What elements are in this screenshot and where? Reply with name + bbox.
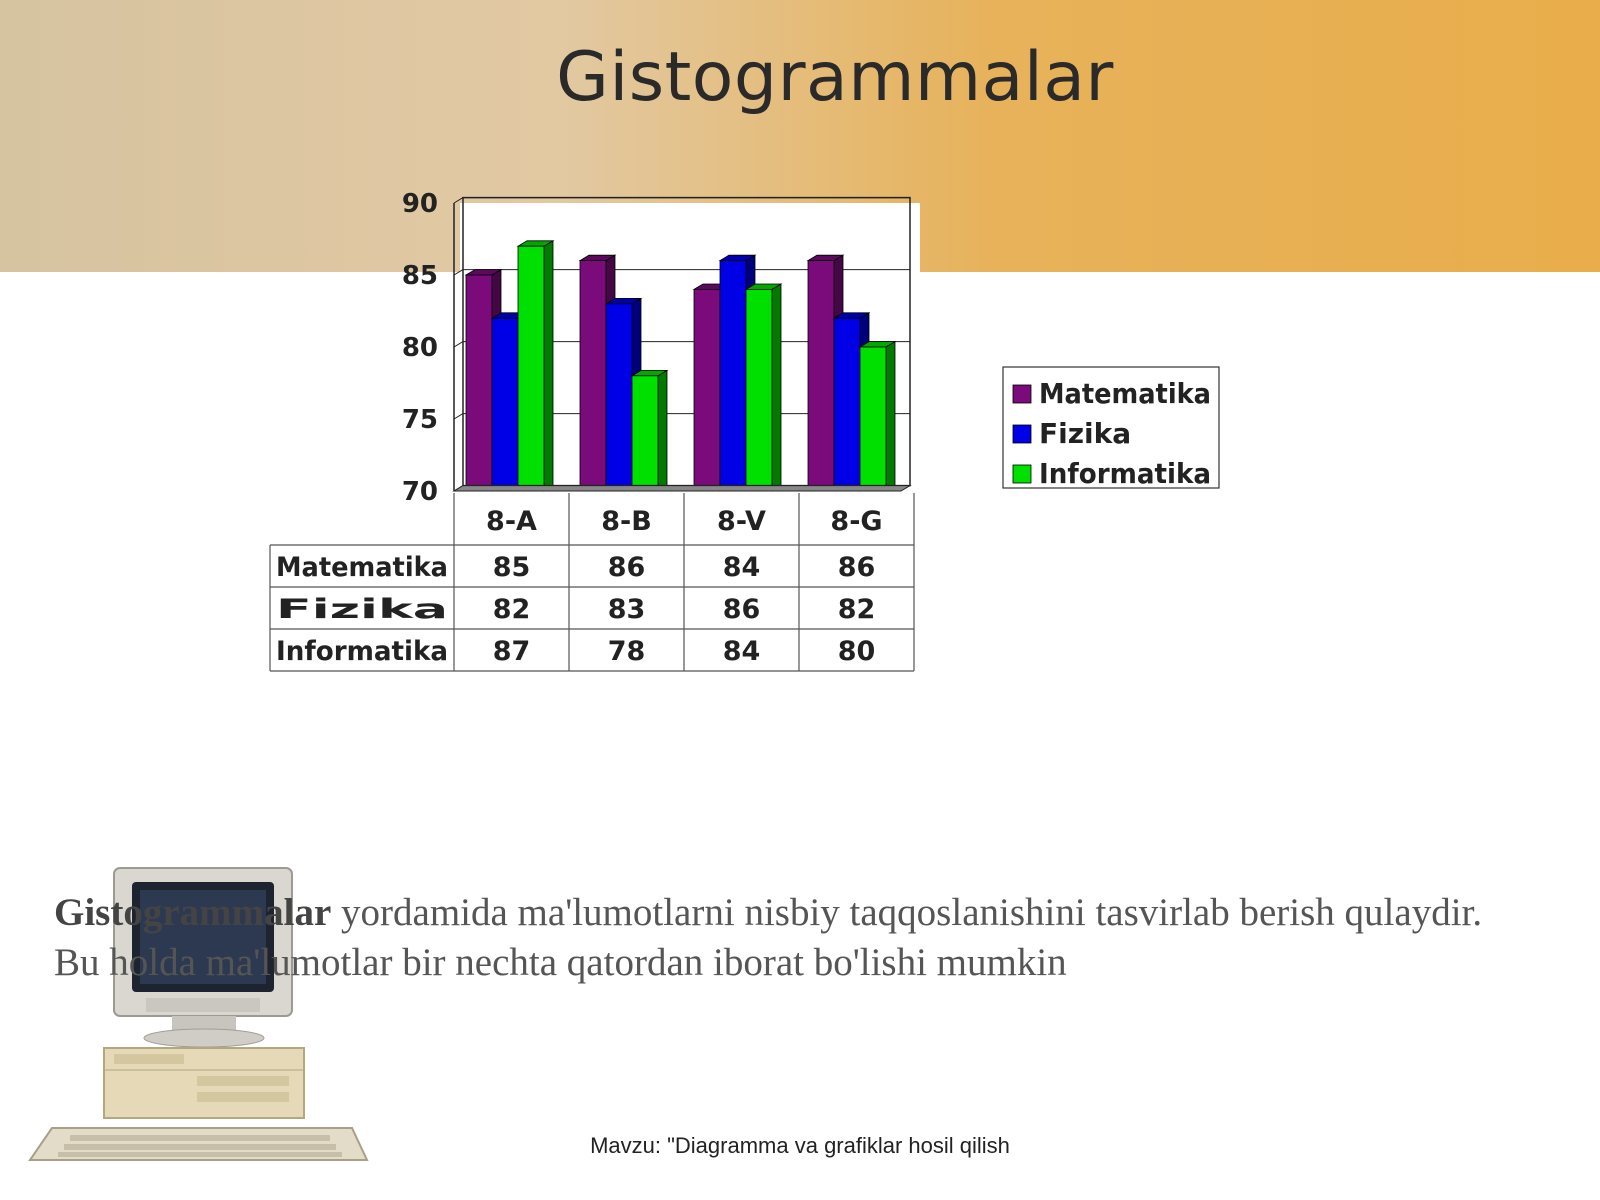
bar-fizika-8-b	[606, 304, 632, 491]
bar-fizika-8-v	[720, 261, 746, 491]
table-cell: 84	[722, 552, 761, 583]
plot-floor	[454, 486, 910, 491]
body-text-bold: Gistogrammalar	[54, 891, 332, 934]
bar-matematika-8-g	[808, 261, 834, 491]
bar-side	[886, 342, 895, 491]
x-tick-label: 8-V	[717, 506, 766, 537]
slide-title: Gistogrammalar	[556, 38, 1114, 117]
bar-side	[658, 370, 667, 491]
table-cell: 82	[837, 594, 876, 625]
y-tick-label: 70	[401, 477, 438, 507]
legend-label: Matematika	[1039, 377, 1211, 410]
y-tick-label: 75	[401, 405, 438, 435]
table-cell: 80	[837, 636, 876, 667]
table-cell: 86	[607, 552, 646, 583]
bar-informatika-8-a	[518, 246, 544, 491]
legend-swatch	[1013, 465, 1031, 483]
gridline-depth	[454, 198, 463, 203]
table-row-label: Matematika	[276, 552, 448, 583]
chart-legend	[1003, 367, 1219, 490]
legend-swatch	[1013, 385, 1031, 403]
bar-fizika-8-a	[492, 318, 518, 491]
body-text-rest: yordamida ma'lumotlarni nisbiy taqqoslanishini tasvirlab berish qulaydir. Bu holda ma'lumotlar bir nechta qatordan iborat bo'lishi mumkin	[54, 891, 1483, 984]
table-cell: 78	[607, 636, 646, 667]
table-cell: 85	[492, 552, 531, 583]
footer-text: Mavzu: "Diagramma va grafiklar hosil qilish	[590, 1133, 1010, 1158]
bar-side	[772, 284, 781, 491]
body-text	[54, 888, 1534, 988]
table-row-label: Informatika	[276, 636, 448, 667]
table-row-label: Fizika	[276, 594, 448, 625]
bar-side	[544, 241, 553, 491]
bar-informatika-8-v	[746, 289, 772, 491]
bar-fizika-8-g	[834, 318, 860, 491]
table-cell: 82	[492, 594, 531, 625]
legend-label: Fizika	[1039, 417, 1132, 450]
bar-matematika-8-b	[580, 261, 606, 491]
table-cell: 83	[607, 594, 646, 625]
bar-matematika-8-v	[694, 289, 720, 491]
y-tick-label: 85	[401, 261, 438, 291]
bar-matematika-8-a	[466, 275, 492, 491]
legend-swatch	[1013, 425, 1031, 443]
y-tick-labels	[402, 189, 438, 507]
bar-informatika-8-b	[632, 376, 658, 491]
x-tick-label: 8-G	[830, 506, 883, 537]
table-cell: 86	[837, 552, 876, 583]
data-table	[270, 493, 914, 671]
table-cell: 86	[722, 594, 761, 625]
x-tick-label: 8-B	[601, 506, 652, 537]
table-cell: 87	[492, 636, 531, 667]
y-tick-label: 90	[401, 189, 438, 219]
x-tick-label: 8-A	[486, 506, 537, 537]
table-cell: 84	[722, 636, 761, 667]
bar-informatika-8-g	[860, 347, 886, 491]
legend-label: Informatika	[1039, 457, 1211, 490]
y-tick-label: 80	[401, 333, 438, 363]
